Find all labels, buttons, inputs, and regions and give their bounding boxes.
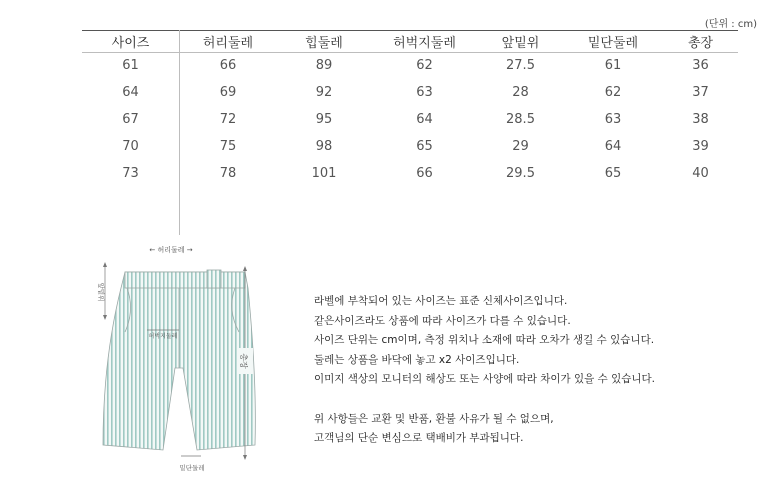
note-line: 같은사이즈라도 상품에 따라 사이즈가 다를 수 있습니다.: [314, 314, 571, 327]
table-cell: 27.5: [506, 58, 535, 73]
table-cell: 36: [692, 58, 709, 73]
table-cell: 28: [512, 85, 529, 100]
table-cell: 65: [416, 139, 433, 154]
table-cell: 72: [219, 112, 237, 127]
length-arrow-bottom-icon: [243, 455, 247, 460]
table-cell: 63: [416, 85, 433, 100]
note-line: 고객님의 단순 변심으로 택배비가 부과됩니다.: [314, 432, 524, 444]
header-length: 총장: [687, 36, 714, 51]
note-line: 이미지 색상의 모니터의 해상도 또는 사양에 따라 차이가 있을 수 있습니다.: [314, 373, 656, 385]
table-cell: 66: [219, 58, 237, 73]
table-cell: 69: [219, 85, 237, 100]
table-row: [82, 133, 738, 160]
table-cell: 37: [692, 85, 709, 100]
length-measure-label: 총장: [239, 353, 248, 369]
thigh-measure-label: 허벅지둘레: [148, 333, 178, 340]
table-cell: 29: [512, 139, 529, 154]
table-cell: 62: [604, 85, 622, 100]
table-cell: 40: [692, 166, 709, 181]
header-waist: 허리둘레: [202, 36, 254, 51]
table-cell: 28.5: [506, 112, 535, 127]
table-header-row: [82, 31, 738, 52]
table-cell: 67: [122, 112, 139, 127]
note-line: 위 사항들은 교환 및 반품, 환불 사유가 될 수 없으며,: [314, 412, 554, 425]
table-row: [82, 106, 738, 133]
header-front-rise: 앞밑위: [501, 36, 540, 51]
table-cell: 101: [311, 166, 337, 181]
table-cell: 89: [315, 58, 333, 73]
table-cell: 75: [219, 139, 237, 154]
note-line: 둘레는 상품을 바닥에 놓고 x2 사이즈입니다.: [314, 353, 520, 366]
table-cell: 78: [219, 166, 237, 181]
shorts-svg: [95, 240, 265, 475]
header-hip: 힙둘레: [305, 36, 343, 51]
rise-measure-label: 앞밑위: [97, 282, 105, 302]
header-thigh: 허벅지둘레: [393, 36, 456, 51]
header-size: 사이즈: [111, 36, 150, 51]
table-cell: 95: [315, 112, 333, 127]
table-row: [82, 79, 738, 106]
table-cell: 64: [122, 85, 139, 100]
table-cell: 62: [416, 58, 433, 73]
unit-label: (단위 : cm): [704, 19, 757, 30]
waistband-tab: [207, 270, 221, 288]
shorts-diagram: [95, 240, 265, 475]
table-cell: 63: [604, 112, 622, 127]
note-line: 라벨에 부착되어 있는 사이즈는 표준 신체사이즈입니다.: [314, 295, 568, 307]
rise-arrow-top-icon: [103, 262, 107, 267]
table-cell: 65: [604, 166, 622, 181]
table-cell: 61: [122, 58, 139, 73]
size-table: [82, 31, 738, 187]
hem-measure-label: 밑단둘레: [179, 464, 205, 472]
table-row: [82, 52, 738, 79]
shorts-waistband: [125, 272, 245, 288]
table-cell: 39: [692, 139, 709, 154]
note-line: 사이즈 단위는 cm이며, 측정 위치나 소재에 따라 오차가 생길 수 있습니다.: [314, 334, 655, 346]
table-row: [82, 160, 738, 187]
rise-arrow-bottom-icon: [103, 315, 107, 320]
table-cell: 64: [604, 139, 622, 154]
table-cell: 73: [122, 166, 139, 181]
table-cell: 29.5: [506, 166, 535, 181]
table-cell: 66: [416, 166, 433, 181]
header-hem: 밑단둘레: [587, 36, 639, 51]
table-cell: 98: [315, 139, 333, 154]
table-cell: 92: [315, 85, 333, 100]
size-notes: [314, 292, 655, 449]
length-arrow-top-icon: [243, 266, 247, 271]
note-gap: [314, 390, 655, 410]
table-cell: 70: [122, 139, 139, 154]
table-cell: 38: [692, 112, 709, 127]
waist-measure-label: ← 허리둘레 →: [149, 246, 193, 254]
table-cell: 61: [604, 58, 622, 73]
table-cell: 64: [416, 112, 433, 127]
